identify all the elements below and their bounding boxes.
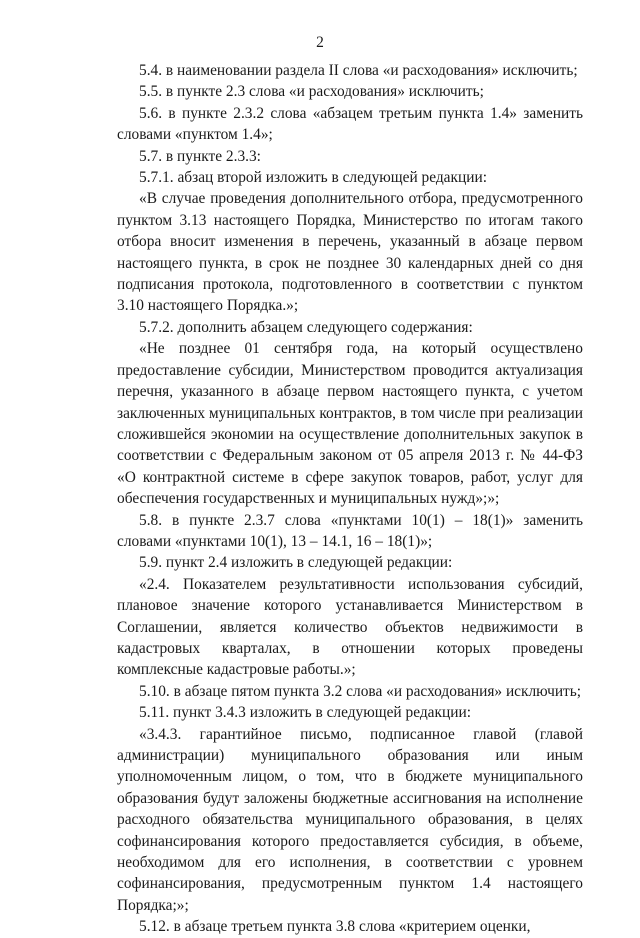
quote-5-7-1: «В случае проведения дополнительного отбора, предусмотренного пунктом 3.13 настоящего Порядка, Министерство по итогам такого отбора вносит изменения в перечень, указанный в абзаце первом настоящего пункта, в срок не позднее 30 календарных дней со дня подписания протокола, подготовленного в соответствии с пунктом 3.10 настоящего Порядка.»; — [117, 190, 583, 315]
paragraph-5-8: 5.8. в пункте 2.3.7 слова «пунктами 10(1) – 18(1)» заменить словами «пунктами 10(1), 13 – 14.1, 16 – 18(1)»; — [117, 511, 583, 550]
paragraph-5-7: 5.7. в пункте 2.3.3: — [139, 147, 261, 165]
paragraph-5-7-1: 5.7.1. абзац второй изложить в следующей редакции: — [139, 169, 487, 187]
paragraph-5-10: 5.10. в абзаце пятом пункта 3.2 слова «и расходования» исключить; — [139, 682, 582, 700]
paragraph-5-7-2: 5.7.2. дополнить абзацем следующего содержания: — [139, 318, 473, 336]
quote-3-4-3: «3.4.3. гарантийное письмо, подписанное главой (главой администрации) муниципального образования или иным уполномоченным лицом, о том, что в бюджете муниципального образования будут заложены бюджетные ассигнования на исполнение расходного обязательства муниципального образования, в целях софинансирования которого предоставляется субсидия, в объеме, необходимом для его исполнения, в соответствии с уровнем софинансирования, предусмотренным пунктом 1.4 настоящего Порядка;»; — [117, 725, 583, 914]
quote-2-4: «2.4. Показателем результативности использования субсидий, плановое значение которого устанавливается Министерством в Соглашении, является количество объектов недвижимости в кадастровых кварталах, в отношении которых проведены комплексные кадастровые работы.»; — [117, 575, 583, 679]
paragraph-5-12: 5.12. в абзаце третьем пункта 3.8 слова «критерием оценки, — [139, 918, 531, 936]
paragraph-5-9: 5.9. пункт 2.4 изложить в следующей редакции: — [139, 554, 453, 572]
quote-5-7-2: «Не позднее 01 сентября года, на который осуществлено предоставление субсидии, Министерством проводится актуализация перечня, указанного в абзаце первом настоящего пункта, с учетом заключенных муниципальных контрактов, в том числе при реализации сложившейся экономии на осуществление дополнительных закупок в соответствии с Федеральным законом от 05 апреля 2013 г. № 44-ФЗ «О контрактной системе в сфере закупок товаров, работ, услуг для обеспечения государственных и муниципальных нужд»;»; — [117, 340, 583, 508]
paragraph-5-11: 5.11. пункт 3.4.3 изложить в следующей редакции: — [139, 704, 471, 722]
document-body — [117, 60, 583, 938]
paragraph-5-4: 5.4. в наименовании раздела II слова «и расходования» исключить; — [139, 62, 578, 79]
paragraph-5-5: 5.5. в пункте 2.3 слова «и расходования» исключить; — [139, 83, 484, 101]
paragraph-5-6: 5.6. в пункте 2.3.2 слова «абзацем третьим пункта 1.4» заменить словами «пунктом 1.4»; — [117, 104, 583, 144]
page-number: 2 — [316, 34, 324, 51]
